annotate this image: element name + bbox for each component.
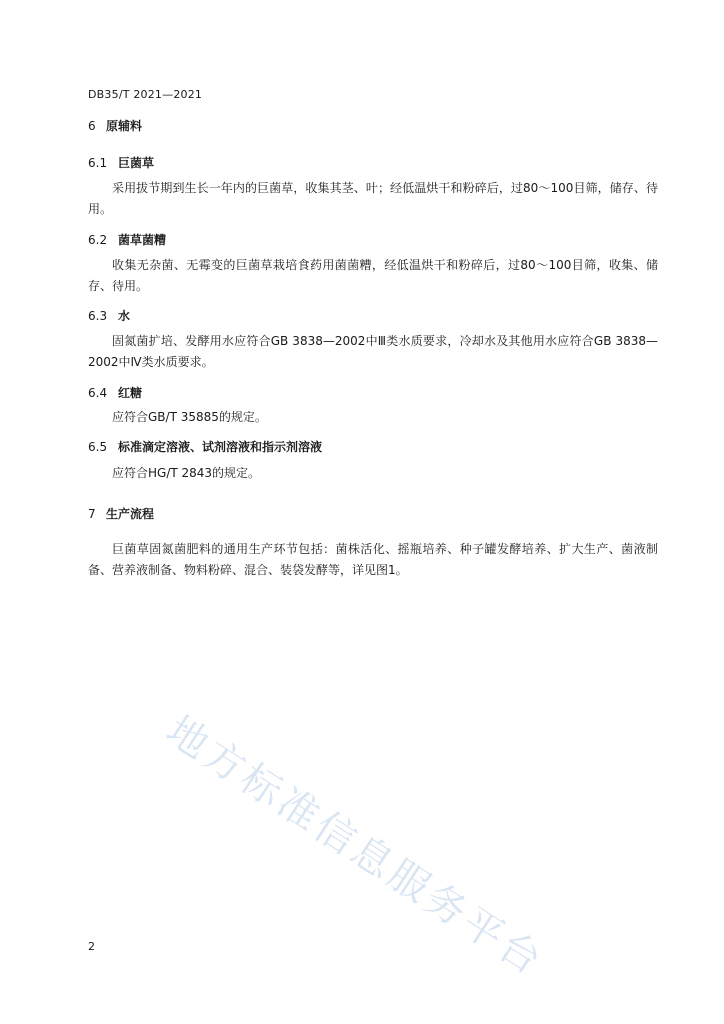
section-number: 6.1 (88, 156, 108, 170)
section-title: 红糖 (118, 386, 143, 400)
section-6-2-text: 收集无杂菌、无霉变的巨菌草栽培食药用菌菌糟，经低温烘干和粉碎后，过80～100目筛，收集、储存、待用。 (88, 258, 658, 293)
section-6-3-heading (88, 307, 130, 324)
section-number: 7 (88, 507, 96, 521)
watermark: 地方标准信息服务平台 (158, 707, 553, 986)
document-code: DB35/T 2021—2021 (88, 88, 203, 101)
section-number: 6 (88, 119, 96, 133)
page-number: 2 (88, 940, 95, 953)
section-number: 6.3 (88, 309, 108, 323)
section-title: 生产流程 (106, 507, 155, 521)
section-6-1-text: 采用拔节期到生长一年内的巨菌草，收集其茎、叶；经低温烘干和粉碎后，过80～100目筛，储存、待用。 (88, 181, 658, 216)
section-6-5-heading (88, 438, 322, 455)
section-number: 6.5 (88, 440, 108, 454)
section-title: 原辅料 (106, 119, 143, 133)
section-title: 水 (118, 309, 131, 323)
section-6-1-heading (88, 154, 154, 171)
section-title: 标准滴定溶液、试剂溶液和指示剂溶液 (118, 440, 323, 454)
section-title: 菌草菌糟 (118, 233, 167, 247)
section-6-3-text: 固氮菌扩培、发酵用水应符合GB 3838—2002中Ⅲ类水质要求，冷却水及其他用水应符合GB 3838—2002中Ⅳ类水质要求。 (88, 334, 658, 369)
section-6-4-text: 应符合GB/T 35885的规定。 (112, 410, 267, 424)
section-6-2-heading (88, 231, 166, 248)
section-6-5-text: 应符合HG/T 2843的规定。 (112, 466, 261, 480)
section-title: 巨菌草 (118, 156, 155, 170)
section-7-heading (88, 505, 154, 522)
section-6-heading (88, 117, 142, 134)
section-number: 6.4 (88, 386, 108, 400)
section-7-text: 巨菌草固氮菌肥料的通用生产环节包括：菌株活化、摇瓶培养、种子罐发酵培养、扩大生产、菌液制备、营养液制备、物料粉碎、混合、装袋发酵等，详见图1。 (88, 542, 658, 577)
section-6-4-heading (88, 384, 142, 401)
section-number: 6.2 (88, 233, 108, 247)
